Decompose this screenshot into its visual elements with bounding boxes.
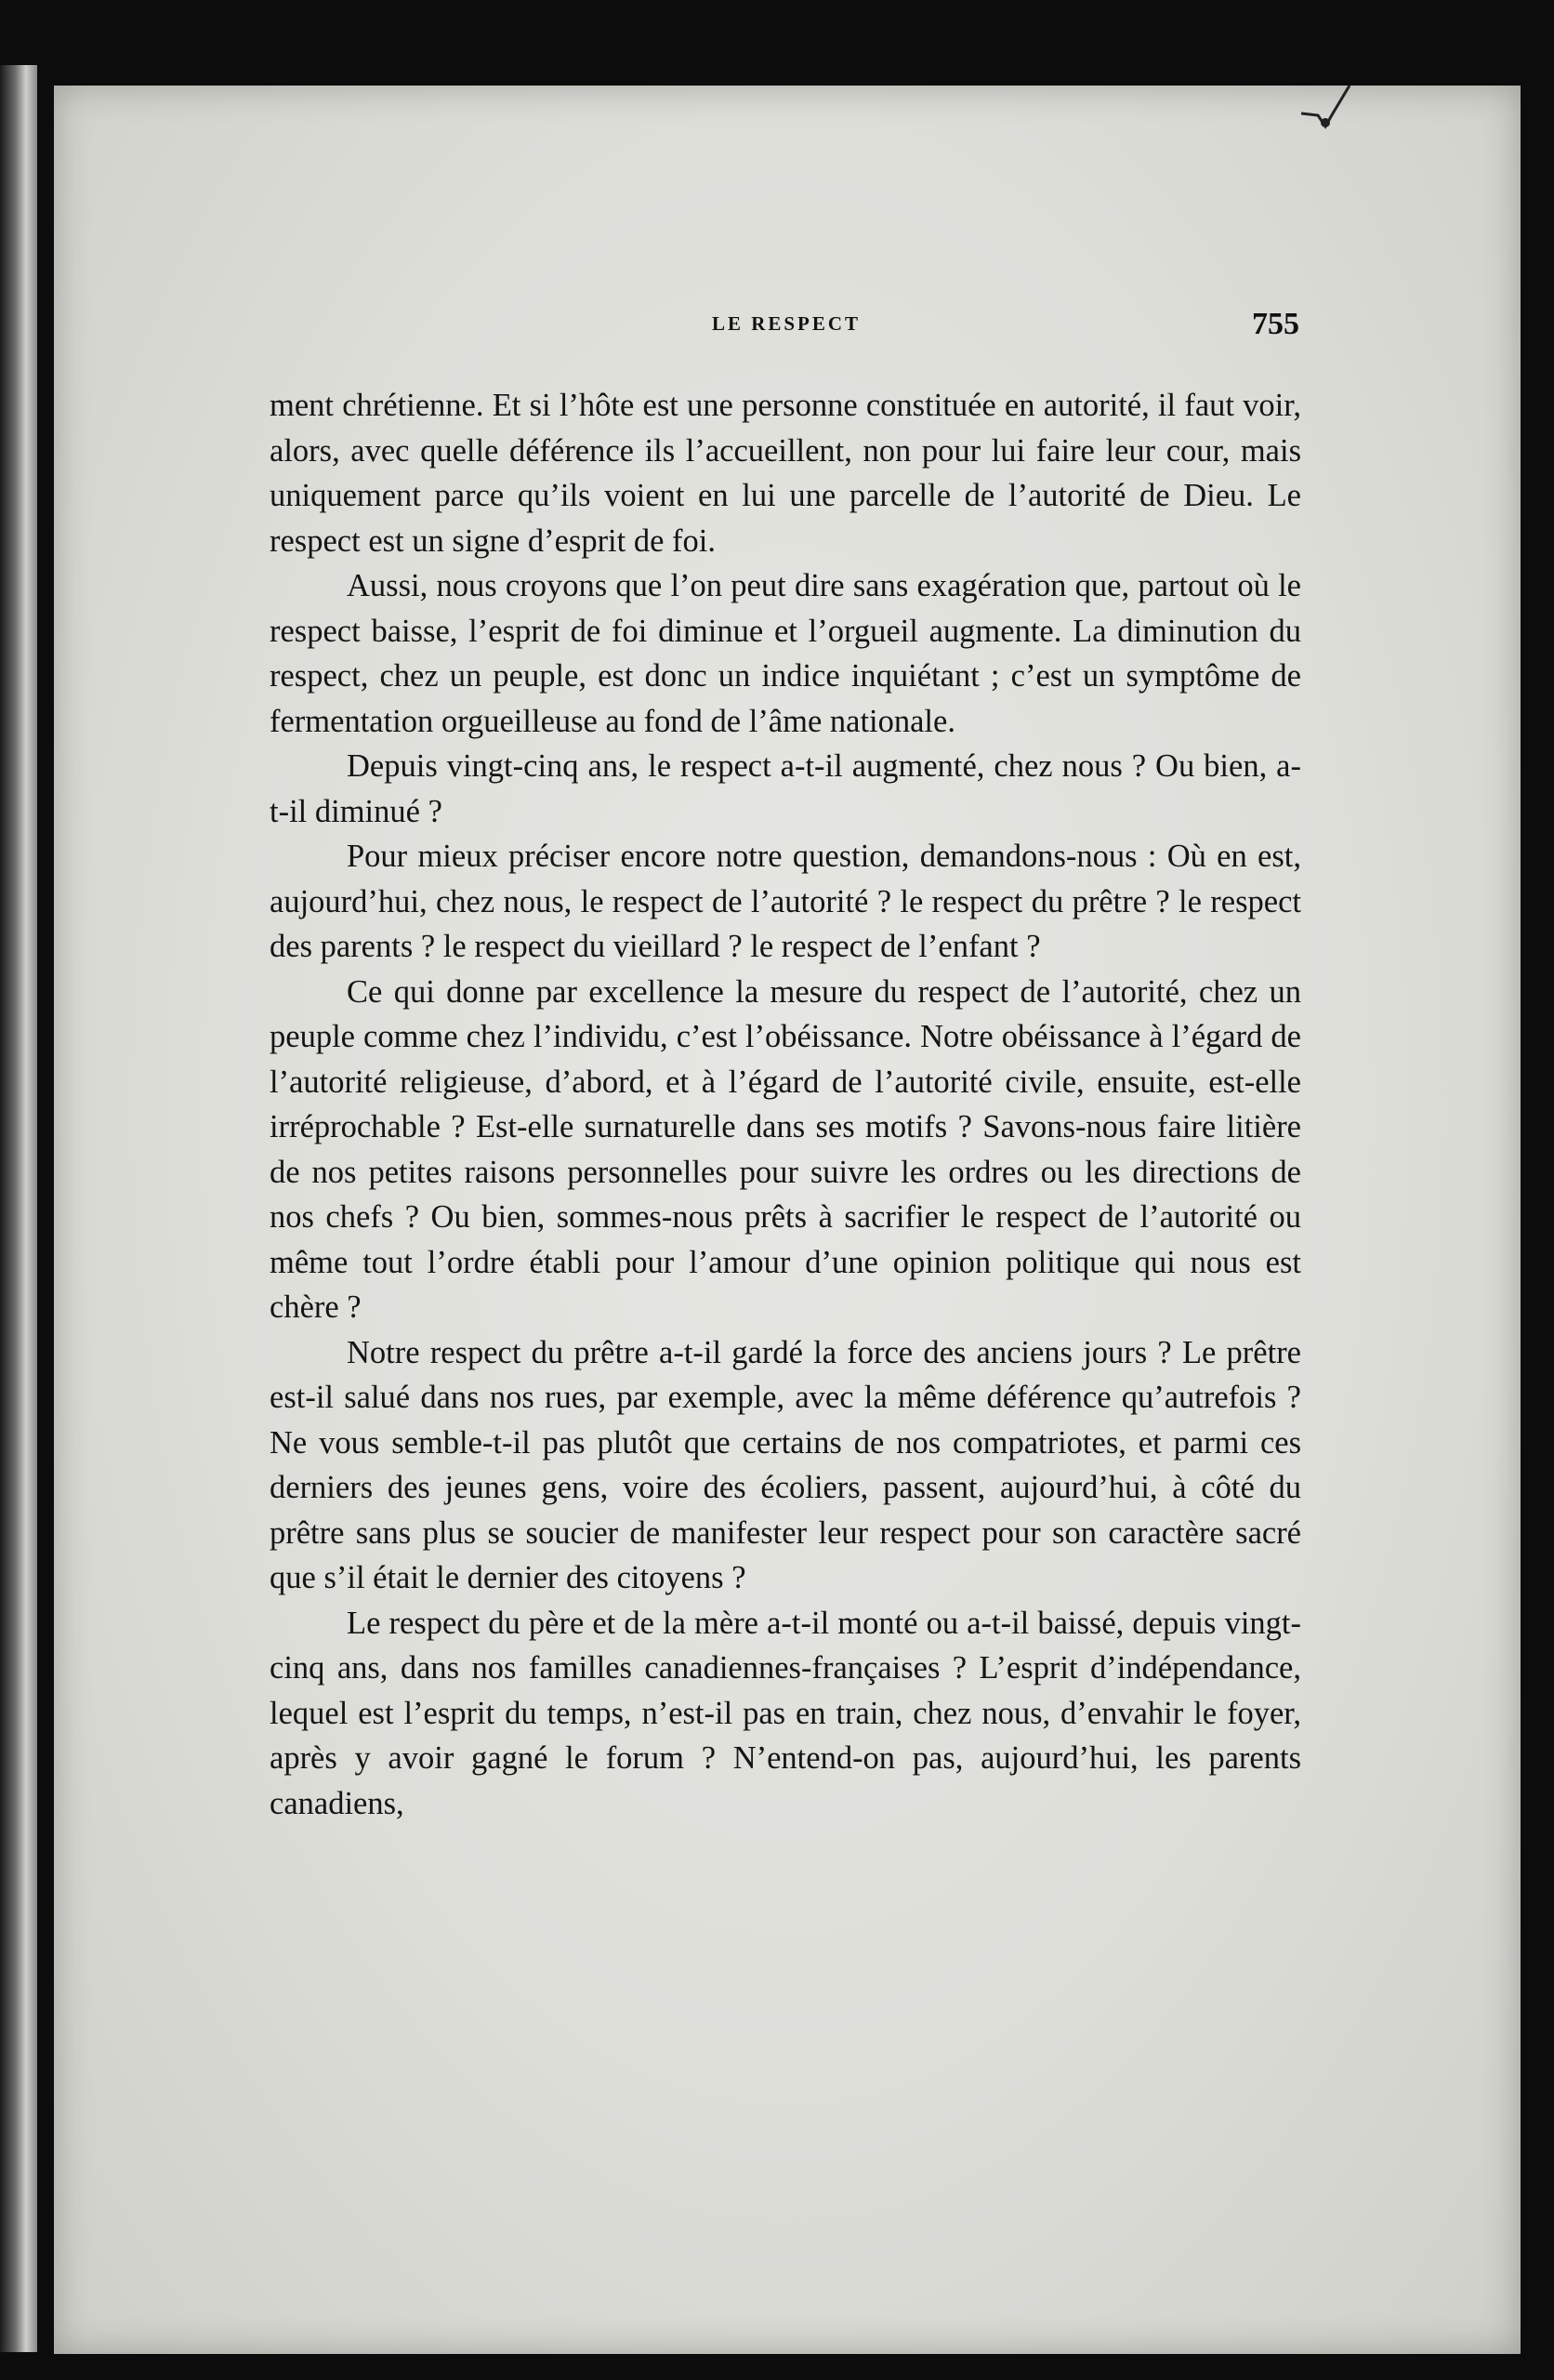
paragraph: Pour mieux préciser encore notre question, demandons-nous : Où en est, aujourd’hui, chez nous, le respect de l’autorité ? le respect du prêtre ? le respect des parents ? le respect du vieillard ? le respect de l’enfant ? (270, 839, 1301, 964)
page-number: 755 (1252, 307, 1299, 341)
facing-page-edge (0, 65, 37, 2352)
running-head: LE RESPECT (711, 312, 862, 335)
paragraph: ment chrétienne. Et si l’hôte est une personne constituée en autorité, il faut voir, alors, avec quelle déférence ils l’accueillent, non pour lui faire leur cour, mais uniquement parce qu’ils voient en lui une parcelle de l’autorité de Dieu. Le respect est un signe d’esprit de foi. (270, 388, 1301, 559)
corner-scratch-mark (1301, 86, 1357, 141)
paragraph: Aussi, nous croyons que l’on peut dire sans exagération que, partout où le respect baisse, l’esprit de foi diminue et l’orgueil augmente. La diminution du respect, chez un peuple, est donc un indice inquiétant ; c’est un symptôme de fermentation orgueilleuse au fond de l’âme nationale. (270, 568, 1301, 739)
page-header (273, 307, 1299, 344)
paragraph: Depuis vingt-cinq ans, le respect a-t-il augmenté, chez nous ? Ou bien, a-t-il diminué ? (270, 748, 1301, 829)
paragraph: Le respect du père et de la mère a-t-il monté ou a-t-il baissé, depuis vingt-cinq ans, dans nos familles canadiennes-françaises ? L’esprit d’indépendance, lequel est l’esprit du temps, n’est-il pas en train, chez nous, d’envahir le foyer, après y avoir gagné le forum ? N’entend-on pas, aujourd’hui, les parents canadiens, (270, 1605, 1301, 1821)
paragraph: Ce qui donne par excellence la mesure du respect de l’autorité, chez un peuple comme chez l’individu, c’est l’obéissance. Notre obéissance à l’égard de l’autorité religieuse, d’abord, et à l’égard de l’autorité civile, ensuite, est-elle irréprochable ? Est-elle surnaturelle dans ses motifs ? Savons-nous faire litière de nos petites raisons personnelles pour suivre les ordres ou les directions de nos chefs ? Ou bien, sommes-nous prêts à sacrifier le respect de l’autorité ou même tout l’ordre établi pour l’amour d’une opinion politique qui nous est chère ? (270, 973, 1301, 1325)
body-text (270, 383, 1301, 1826)
paragraph: Notre respect du prêtre a-t-il gardé la force des anciens jours ? Le prêtre est-il salué dans nos rues, par exemple, avec la même déférence qu’autrefois ? Ne vous semble-t-il pas plutôt que certains de nos compatriotes, et parmi ces derniers des jeunes gens, voire des écoliers, passent, aujourd’hui, à côté du prêtre sans plus se soucier de manifester leur respect pour son caractère sacré que s’il était le dernier des citoyens ? (270, 1334, 1301, 1595)
